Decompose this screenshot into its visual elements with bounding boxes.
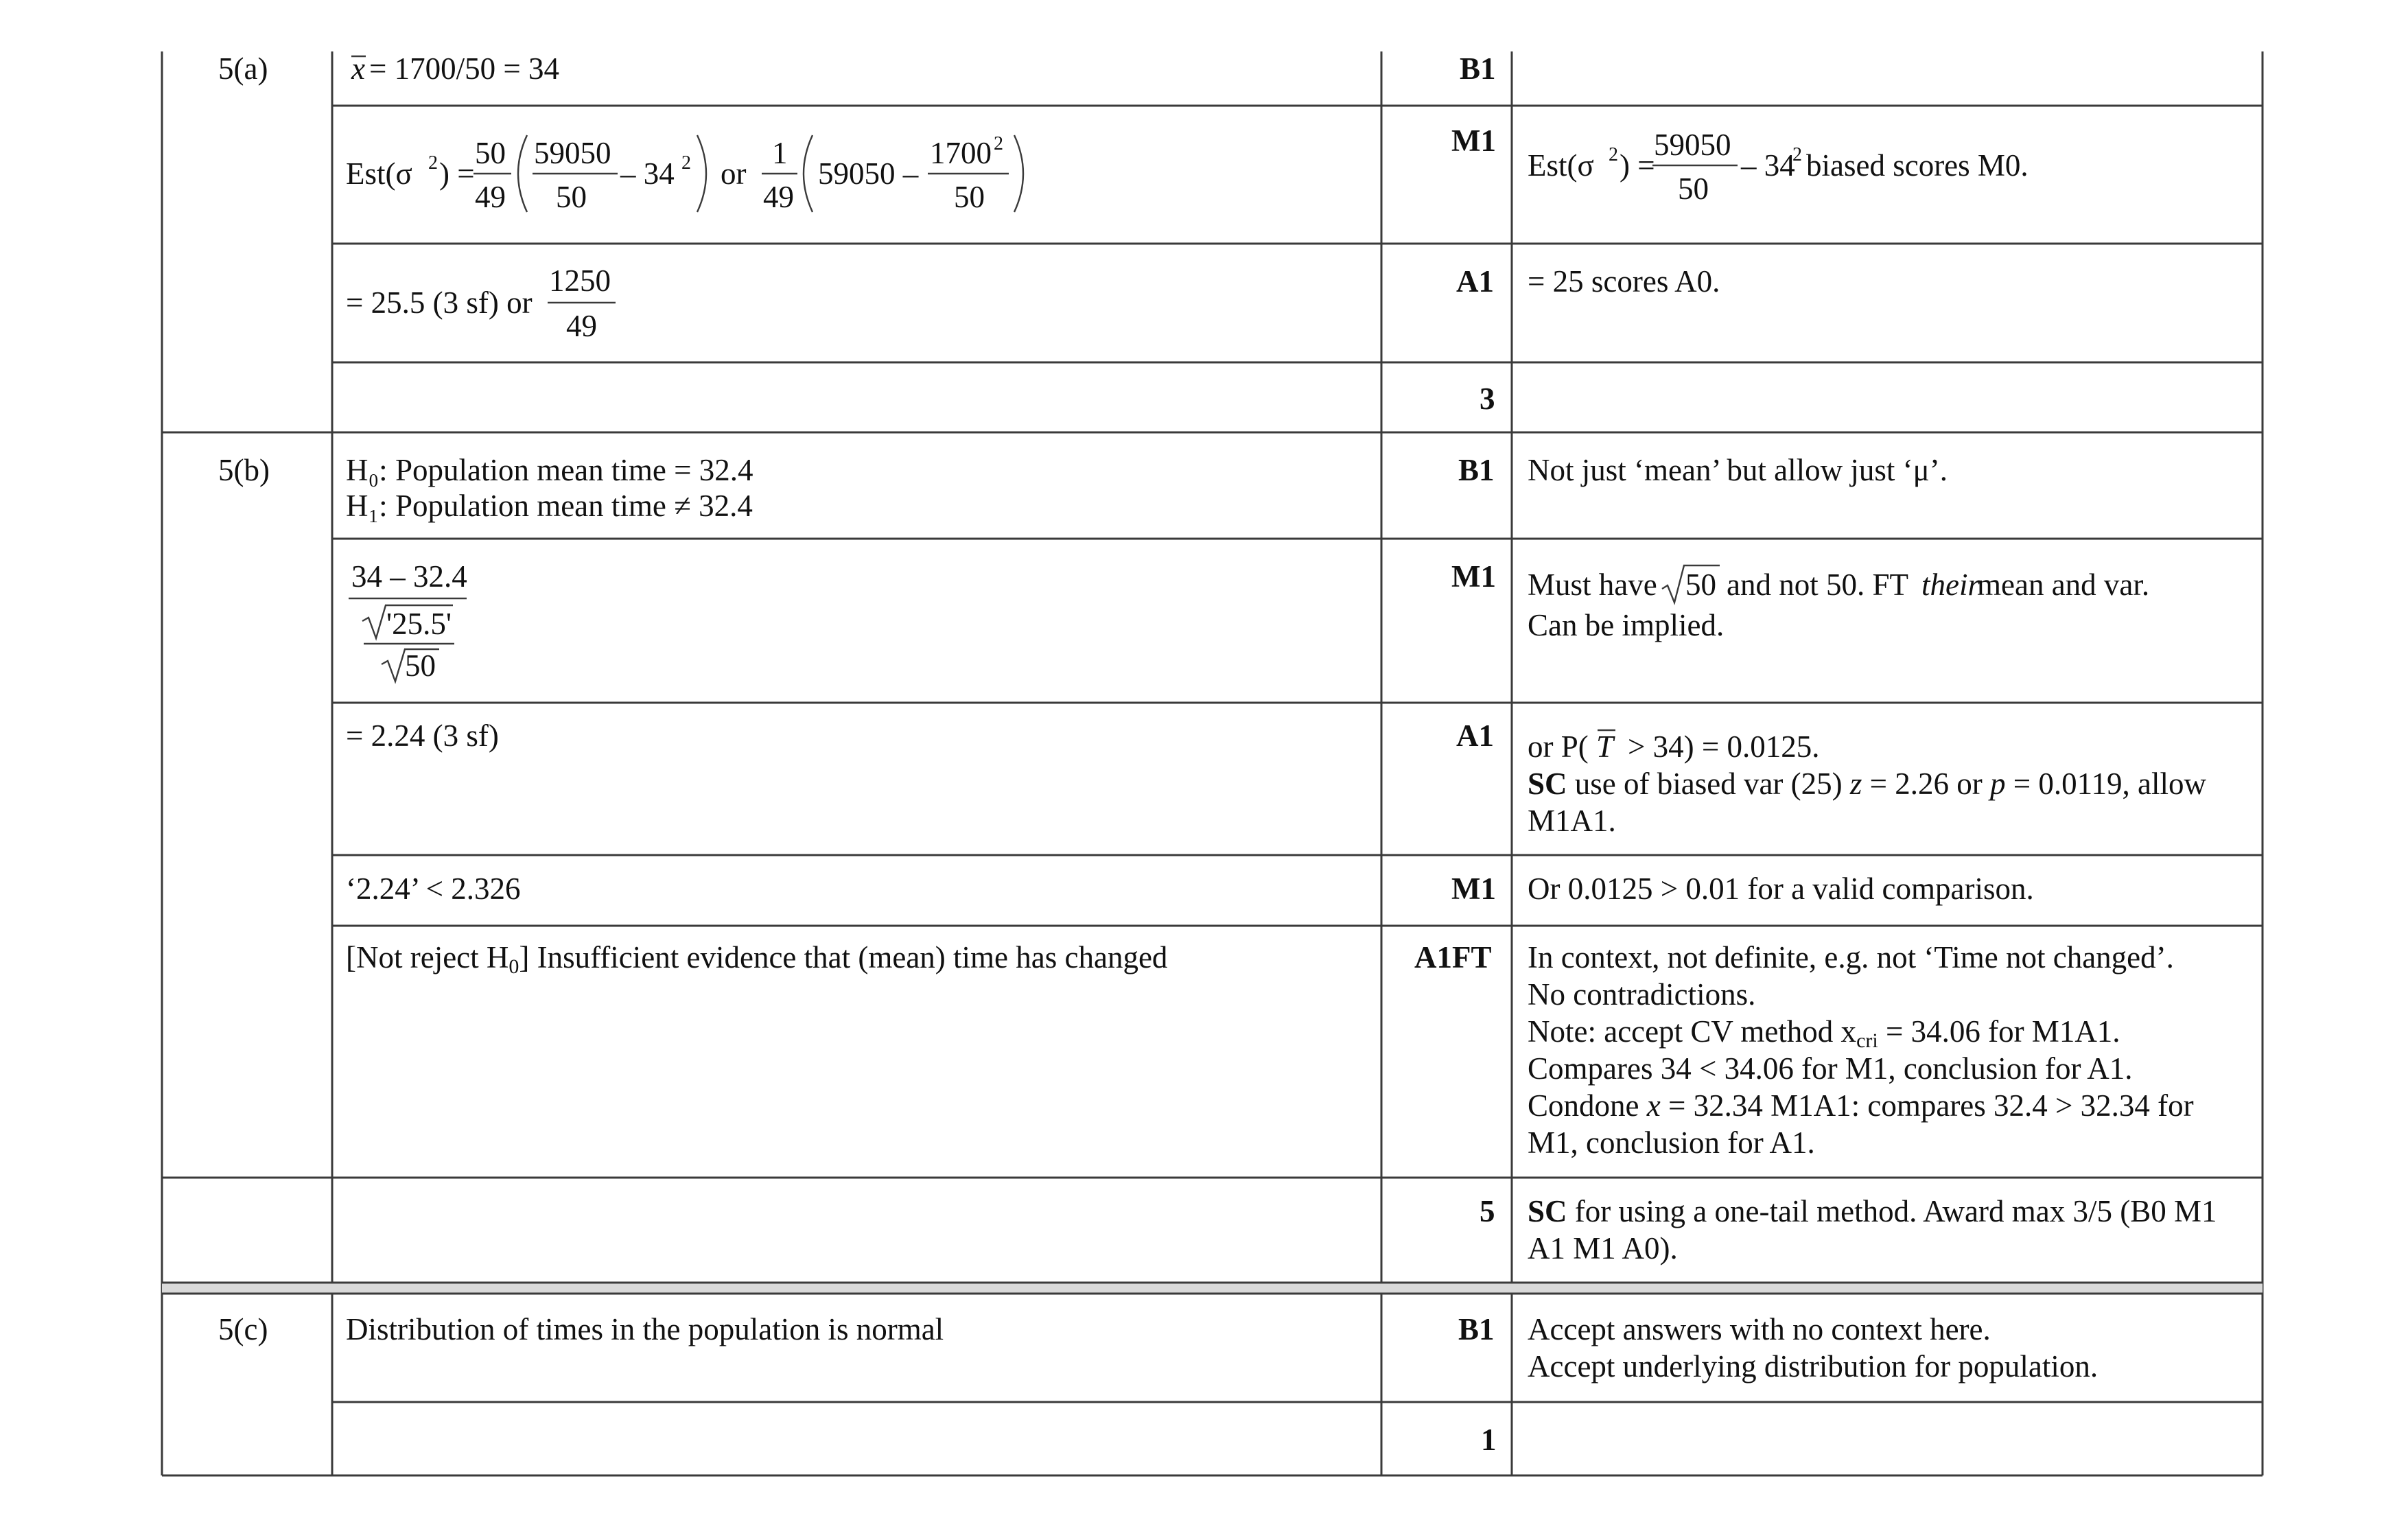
svg-text:59050: 59050: [1654, 128, 1731, 162]
svg-text:SC for using a one-tail method: SC for using a one-tail method. Award max 3/5 (B0 M1: [1528, 1194, 2217, 1228]
right-paren: [697, 135, 706, 212]
guidance-a1: [1528, 729, 2206, 838]
mark-m1-compare: M1: [1451, 872, 1496, 906]
svg-text:1250: 1250: [549, 264, 611, 298]
svg-text:= 25.5 (3 sf) or: = 25.5 (3 sf) or: [346, 285, 533, 320]
guidance-total: [1528, 1194, 2217, 1265]
or-word: or: [721, 156, 747, 191]
z-result: = 2.24 (3 sf): [346, 719, 499, 753]
comparison: ‘2.24’ < 2.326: [346, 872, 521, 906]
svg-text:In context, not definite, e.g.: In context, not definite, e.g. not ‘Time not changed’.: [1528, 940, 2174, 974]
svg-text:) =: ) =: [1620, 148, 1655, 183]
inner-59050: 59050 –: [818, 156, 919, 191]
est-label-close: ) =: [439, 156, 475, 191]
guidance-b1: Not just ‘mean’ but allow just ‘μ’.: [1528, 453, 1948, 487]
svg-text:T: T: [1596, 729, 1614, 764]
mark-m1: M1: [1451, 124, 1496, 158]
left-paren: [518, 135, 527, 212]
frac4-sq: 2: [994, 133, 1003, 154]
sq-34: 2: [681, 152, 691, 174]
svg-text:their: their: [1921, 568, 1980, 602]
question-number: 5(c): [218, 1312, 268, 1346]
variance-result: [346, 264, 616, 343]
mark-b1: B1: [1458, 1312, 1495, 1346]
answer-text: Distribution of times in the population is normal: [346, 1312, 944, 1346]
frac4-den: 50: [954, 180, 985, 214]
svg-text:M1, conclusion for A1.: M1, conclusion for A1.: [1528, 1125, 1815, 1160]
est-sq: 2: [428, 152, 438, 174]
svg-text:2: 2: [1792, 144, 1802, 165]
frac2-den: 50: [556, 180, 587, 214]
guidance-m1: [1528, 565, 2149, 642]
svg-text:and not 50. FT: and not 50. FT: [1727, 568, 1908, 602]
null-hypothesis: H₀: Population mean time = 32.4: [346, 453, 753, 487]
mark-b1: B1: [1460, 51, 1496, 86]
svg-text:or P(: or P(: [1528, 729, 1589, 764]
minus-34: – 34: [620, 156, 675, 191]
guidance-m1: [1528, 128, 2029, 206]
question-5c: [218, 1312, 2098, 1457]
total-marks: 1: [1481, 1423, 1497, 1457]
svg-text:50: 50: [1685, 568, 1716, 602]
guidance-a1ft: [1528, 940, 2194, 1160]
frac3-den: 49: [763, 180, 794, 214]
svg-text:2: 2: [1609, 144, 1618, 165]
x-bar-symbol: x: [351, 51, 365, 86]
total-marks: 5: [1480, 1194, 1495, 1228]
frac4-num: 1700: [930, 136, 992, 170]
est-label: Est(σ: [346, 156, 412, 191]
mark-a1: A1: [1456, 719, 1494, 753]
svg-text:Note: accept CV method xcri =: Note: accept CV method xcri = 34.06 for M1A1.: [1528, 1014, 2120, 1052]
frac3-num: 1: [772, 136, 788, 170]
svg-text:Must have: Must have: [1528, 568, 1657, 602]
svg-text:> 34) = 0.0125.: > 34) = 0.0125.: [1628, 729, 1820, 764]
svg-text:Can be implied.: Can be implied.: [1528, 608, 1725, 642]
svg-text:No contradictions.: No contradictions.: [1528, 977, 1756, 1012]
svg-text:Est(σ: Est(σ: [1528, 148, 1594, 183]
frac1-num: 50: [475, 136, 506, 170]
svg-text:biased scores M0.: biased scores M0.: [1806, 148, 2029, 183]
svg-text:– 34: – 34: [1741, 148, 1795, 183]
guidance-a1: = 25 scores A0.: [1528, 264, 1720, 299]
conclusion: [346, 940, 1167, 978]
question-5b: [218, 453, 2217, 1265]
question-number: 5(a): [218, 51, 268, 86]
frac1-den: 49: [475, 180, 506, 214]
guidance-line-1: Accept answers with no context here.: [1528, 1312, 1991, 1346]
guidance-line-2: Accept underlying distribution for population.: [1528, 1349, 2099, 1383]
mean-text: = 1700/50 = 34: [369, 51, 560, 86]
guidance-m1-compare: Or 0.0125 > 0.01 for a valid comparison.: [1528, 872, 2034, 906]
svg-text:34 – 32.4: 34 – 32.4: [351, 559, 467, 594]
svg-text:50: 50: [1678, 172, 1709, 206]
alt-hypothesis: H₁: Population mean time ≠ 32.4: [346, 489, 753, 523]
svg-text:mean and var.: mean and var.: [1977, 568, 2150, 602]
mark-m1: M1: [1451, 559, 1496, 594]
question-number: 5(b): [218, 453, 270, 487]
frac2-num: 59050: [534, 136, 611, 170]
svg-text:50: 50: [405, 649, 436, 683]
svg-text:[Not reject H0] Insufficient e: [Not reject H0] Insufficient evidence that (mean) time has changed: [346, 940, 1168, 978]
table-grid: [162, 51, 2263, 1475]
mark-b1: B1: [1458, 453, 1495, 487]
svg-text:'25.5': '25.5': [386, 607, 452, 641]
total-marks: 3: [1480, 382, 1495, 416]
svg-text:Compares 34 < 34.06 for M1, co: Compares 34 < 34.06 for M1, conclusion for A1.: [1528, 1051, 2133, 1086]
variance-formula: [346, 133, 1023, 214]
mean-answer: [351, 51, 559, 86]
svg-text:Condone x = 32.34 M1A1: compar: Condone x = 32.34 M1A1: compares 32.4 > 32.34 for: [1528, 1088, 2194, 1123]
z-statistic: [349, 559, 467, 683]
svg-text:M1A1.: M1A1.: [1528, 804, 1616, 838]
svg-text:A1 M1 A0).: A1 M1 A0).: [1528, 1231, 1678, 1265]
svg-text:49: 49: [566, 309, 597, 343]
mark-a1ft: A1FT: [1414, 940, 1492, 974]
mark-a1: A1: [1456, 264, 1494, 299]
svg-text:SC use of biased var (25) z =: SC use of biased var (25) z = 2.26 or p = 0.0119, allow: [1528, 767, 2206, 801]
